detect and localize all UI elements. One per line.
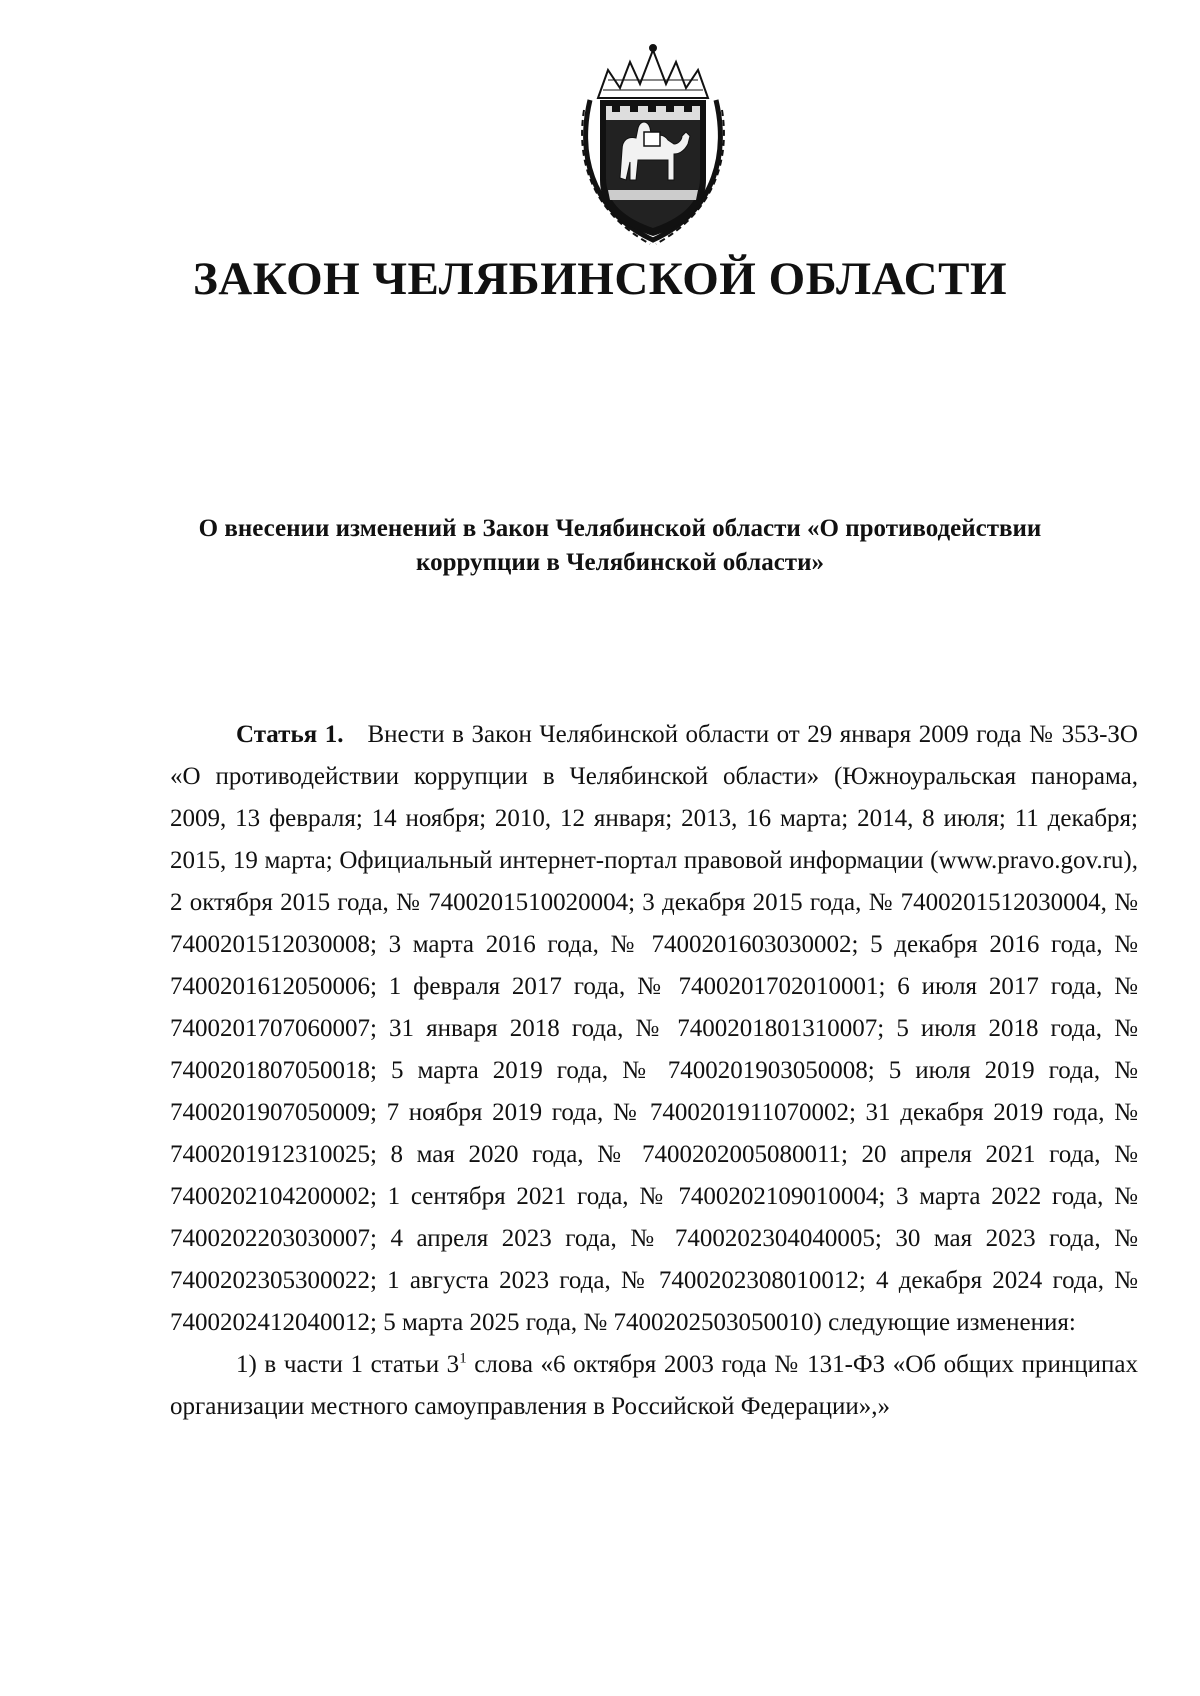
item-1-prefix: 1) в части 1 статьи 3: [236, 1351, 460, 1378]
law-title: ЗАКОН ЧЕЛЯБИНСКОЙ ОБЛАСТИ: [192, 253, 1008, 305]
item-1-text: слова «6 октября 2003 года № 131-ФЗ «Об общих принципах организации местного самоуправления в Российской Федерации»,»: [170, 1351, 1138, 1420]
article-1-label: Статья 1.: [236, 721, 344, 748]
subtitle-line-2: коррупции в Челябинской области»: [416, 549, 824, 576]
subtitle-line-1: О внесении изменений в Закон Челябинской области «О противодействии: [198, 515, 1042, 542]
item-1-paragraph: [170, 1344, 1138, 1428]
law-body: [170, 714, 1138, 1428]
coat-of-arms-icon: [578, 40, 728, 245]
article-1-paragraph: [170, 714, 1138, 1344]
item-1-superscript: 1: [459, 1350, 467, 1367]
article-1-text: Внести в Закон Челябинской области от 29 января 2009 года № 353-ЗО «О противодействии коррупции в Челябинской области» (Южноуральская панорама, 2009, 13 февраля; 14 ноября; 2010, 12 января; 2013, 16 марта; 2014, 8 июля; 11 декабря; 2015, 19 марта; Официальный интернет-портал правовой информации (www.pravo.gov.ru), 2 октября 2015 года, № 7400201510020004; 3 декабря 2015 года, № 7400201512030004, № 7400201512030008; 3 марта 2016 года, № 7400201603030002; 5 декабря 2016 года, № 7400201612050006; 1 февраля 2017 года, № 7400201702010001; 6 июля 2017 года, № 7400201707060007; 31 января 2018 года, № 7400201801310007; 5 июля 2018 года, № 7400201807050018; 5 марта 2019 года, № 7400201903050008; 5 июля 2019 года, № 7400201907050009; 7 ноября 2019 года, № 7400201911070002; 31 декабря 2019 года, № 7400201912310025; 8 мая 2020 года, № 7400202005080011; 20 апреля 2021 года, № 7400202104200002; 1 сентября 2021 года, № 7400202109010004; 3 марта 2022 года, № 7400202203030007; 4 апреля 2023 года, № 7400202304040005; 30 мая 2023 года, № 7400202305300022; 1 августа 2023 года, № 7400202308010012; 4 декабря 2024 года, № 7400202412040012; 5 марта 2025 года, № 7400202503050010) следующие изменения:: [170, 721, 1138, 1336]
law-subtitle: [190, 512, 1050, 580]
